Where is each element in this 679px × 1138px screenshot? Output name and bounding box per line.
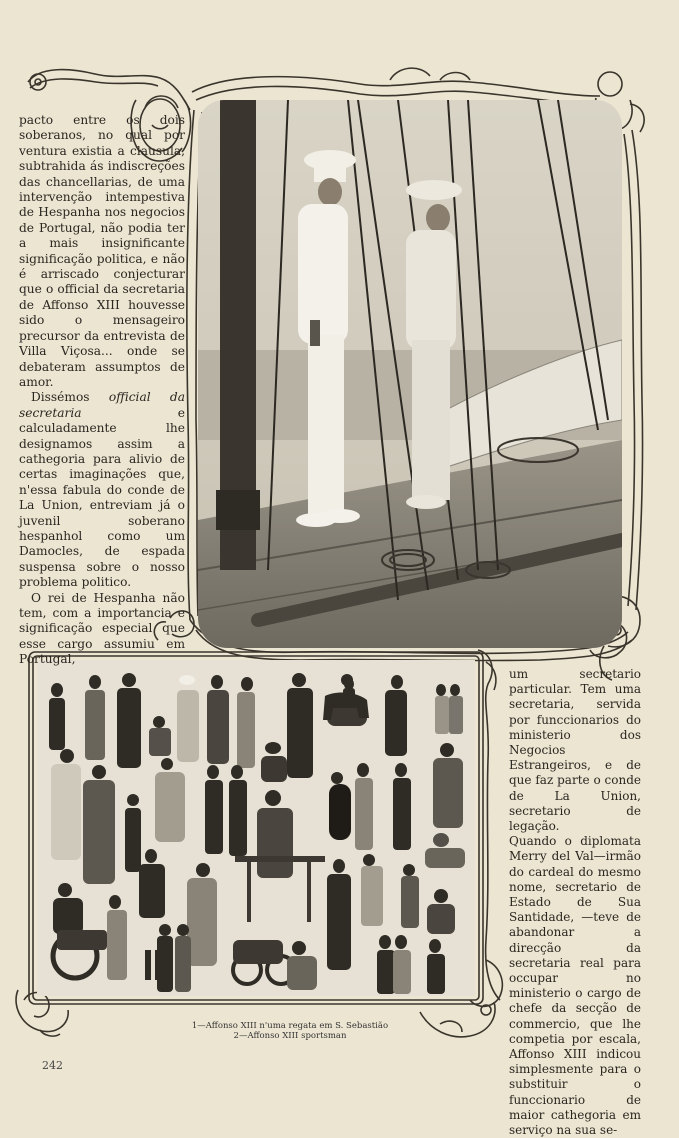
left-paragraph-2-start: Dissémos [31,390,109,405]
left-text-column [19,113,185,668]
regatta-photo-illustration [198,100,622,648]
right-paragraph-1: um secretario particular. Tem uma secretaria, servida por funccionarios do ministerio dos Negocios Estrangeiros, e de que faz parte o conde de La Union, secretario de legação. [509,667,641,834]
photo-sportsman-collage [37,660,475,996]
caption-sportsman: 2—Affonso XIII sportsman [233,1031,347,1041]
left-paragraph-1: pacto entre os dois soberanos, no qual por ventura existia a clausula, subtrahida ás indiscreções das chancellarias, de uma intervenção intempestiva de Hespanha nos negocios de Portugal, não podia ter a mais insignificante significação politica, e não é arriscado conjecturar que o official da secretaria de Affonso XIII houvesse sido o mensageiro precursor da entrevista de Villa Viçosa... onde se debateram assumptos de amor. [19,113,185,389]
right-text-column [509,667,641,1138]
right-paragraph-2: Quando o diplomata Merry del Val—irmão do cardeal do mesmo nome, secretario de Estado de Sua Santidade, —teve de abandonar a direcção da secretaria real para occupar no ministerio o cargo de chefe da secção de commercio, que lhe competia por escala, Affonso XIII indicou simplesmente para o substituir o funccionario de maior cathegoria em serviço na sua se- [509,834,641,1138]
caption-regatta: 1—Affonso XIII n'uma regata em S. Sebastião [191,1021,389,1031]
left-paragraph-2 [19,390,185,590]
left-paragraph-2-italic: official da secretaria [19,390,185,420]
photo-regatta [198,100,622,648]
sportsman-collage-illustration [37,660,475,996]
page-number: 242 [42,1059,63,1072]
left-paragraph-2-end: e calculadamente lhe designamos assim a cathegoria para alivio de certas imaginações que, n'essa fabula do conde de La Union, entreviam já o juvenil soberano hespanhol como um Damocles, de espada suspensa sobre o nosso problema politico. [19,405,185,590]
left-paragraph-3: O rei de Hespanha não tem, com a importancia e significação especial que esse cargo assumiu em Portugal, [19,590,185,667]
